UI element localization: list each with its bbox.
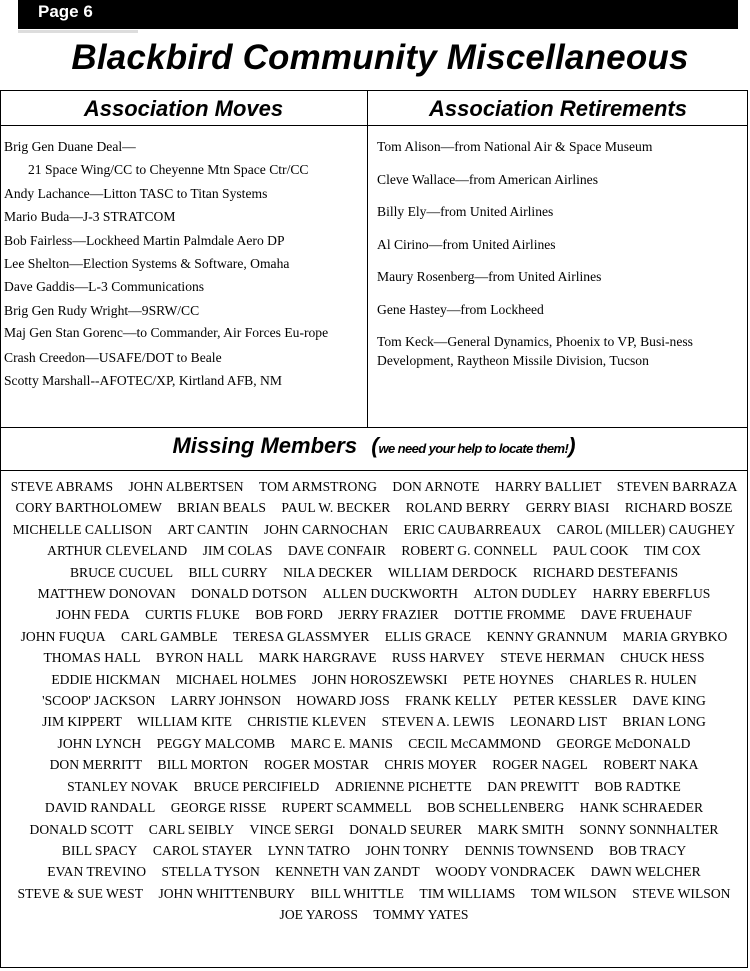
missing-member-name: JOE YAROSS xyxy=(279,907,358,923)
missing-member-name: JOHN ALBERTSEN xyxy=(128,479,244,494)
missing-member-name: CAROL STAYER xyxy=(152,842,253,858)
list-item: Cleve Wallace—from American Airlines xyxy=(377,171,598,187)
missing-member-name: BILL CURRY xyxy=(188,564,268,580)
missing-member-name: BOB TRACY xyxy=(609,842,687,858)
missing-member-name: BOB SCHELLENBERG xyxy=(427,800,565,816)
missing-member-name: MARK SMITH xyxy=(477,821,564,837)
page-header-bar xyxy=(18,0,738,29)
missing-member-name: TIM COX xyxy=(643,543,701,559)
list-item: Billy Ely—from United Airlines xyxy=(377,204,554,219)
missing-member-name: JIM KIPPERT xyxy=(42,714,122,730)
missing-members-list xyxy=(2,476,746,926)
missing-member-name: JOHN TONRY xyxy=(365,842,450,858)
missing-member-name: BILL MORTON xyxy=(157,757,249,773)
missing-member-name: DAWN WELCHER xyxy=(590,864,701,880)
missing-member-name: CARL SEIBLY xyxy=(148,821,235,837)
list-item: Maj Gen Stan Gorenc—to Commander, Air Forces Eu-rope xyxy=(4,325,329,341)
missing-member-name: TOM ARMSTRONG xyxy=(259,479,377,494)
heading-rule xyxy=(0,125,748,126)
list-item: Tom Keck—General Dynamics, Phoenix to VP, Busi-ness Development, Raytheon Missile Division, Tucson xyxy=(377,334,693,368)
missing-member-name: TOM WILSON xyxy=(530,885,617,901)
retirements-list xyxy=(377,137,717,384)
missing-heading-rule xyxy=(0,470,748,471)
header-underline xyxy=(18,30,138,33)
missing-member-name: EDDIE HICKMAN xyxy=(51,671,161,687)
missing-member-name: RICHARD DESTEFANIS xyxy=(532,564,679,580)
missing-member-name: BRIAN LONG xyxy=(622,714,706,730)
missing-member-name: PAUL COOK xyxy=(552,543,629,559)
missing-member-name: BILL SPACY xyxy=(61,842,138,858)
missing-member-name: DONALD SEURER xyxy=(349,821,463,837)
missing-member-name: JOHN FEDA xyxy=(56,607,130,623)
missing-member-name: CHUCK HESS xyxy=(620,650,705,666)
list-item: Gene Hastey—from Lockheed xyxy=(377,301,544,317)
missing-member-name: CHRISTIE KLEVEN xyxy=(247,714,367,730)
missing-member-name: ELLIS GRACE xyxy=(384,628,472,644)
list-item: Lee Shelton—Election Systems & Software, Omaha xyxy=(4,256,290,272)
missing-member-name: WILLIAM DERDOCK xyxy=(387,564,518,580)
missing-member-name: TIM WILLIAMS xyxy=(419,885,516,901)
missing-member-name: DAVE KING xyxy=(632,693,706,709)
page-number: Page 6 xyxy=(38,2,93,21)
missing-member-name: GEORGE RISSE xyxy=(170,800,267,816)
missing-member-name: MICHAEL HOLMES xyxy=(175,671,297,687)
list-item: Bob Fairless—Lockheed Martin Palmdale Aero DP xyxy=(4,232,285,248)
missing-member-name: JOHN CARNOCHAN xyxy=(263,521,389,537)
missing-member-name: STEVEN BARRAZA xyxy=(616,479,738,494)
missing-member-name: JOHN HOROSZEWSKI xyxy=(312,671,448,687)
missing-member-name: ERIC CAUBARREAUX xyxy=(403,521,542,537)
missing-member-name: BRUCE PERCIFIELD xyxy=(193,778,320,794)
missing-member-name: DONALD SCOTT xyxy=(29,821,134,837)
missing-member-name: DON MERRITT xyxy=(49,757,143,773)
missing-member-name: BOB RADTKE xyxy=(594,778,681,794)
missing-member-name: KENNETH VAN ZANDT xyxy=(275,864,420,880)
missing-member-name: LARRY JOHNSON xyxy=(170,693,282,709)
missing-member-name: HARRY BALLIET xyxy=(495,479,602,494)
missing-member-name: BRUCE CUCUEL xyxy=(69,564,174,580)
missing-member-name: DAVE FRUEHAUF xyxy=(580,607,692,623)
missing-member-name: PAUL W. BECKER xyxy=(281,500,391,516)
page-title: Blackbird Community Miscellaneous xyxy=(71,38,689,77)
missing-member-name: ALTON DUDLEY xyxy=(473,586,578,602)
missing-member-name: NILA DECKER xyxy=(283,564,373,580)
moves-heading: Association Moves xyxy=(83,96,284,121)
missing-member-name: SONNY SONNHALTER xyxy=(579,821,719,837)
section-rule xyxy=(0,427,748,428)
missing-member-name: JOHN FUQUA xyxy=(20,628,106,644)
missing-member-name: MICHELLE CALLISON xyxy=(12,521,153,537)
missing-member-name: GEORGE McDONALD xyxy=(556,735,691,751)
missing-member-name: ROBERT NAKA xyxy=(603,757,699,773)
missing-member-name: ART CANTIN xyxy=(167,521,249,537)
missing-member-name: STELLA TYSON xyxy=(161,864,260,880)
list-item: Brig Gen Rudy Wright—9SRW/CC xyxy=(4,302,200,318)
missing-member-name: PETER KESSLER xyxy=(513,693,618,709)
list-item: Maury Rosenberg—from United Airlines xyxy=(377,269,602,284)
missing-member-name: TOMMY YATES xyxy=(373,907,469,923)
missing-member-name: CURTIS FLUKE xyxy=(145,607,240,623)
missing-member-name: 'SCOOP' JACKSON xyxy=(42,693,156,709)
missing-member-name: BRIAN BEALS xyxy=(177,500,266,516)
list-item: Al Cirino—from United Airlines xyxy=(377,236,556,252)
missing-member-name: LYNN TATRO xyxy=(267,842,351,858)
missing-member-name: CHARLES R. HULEN xyxy=(569,671,697,687)
list-item: Brig Gen Duane Deal— xyxy=(4,139,136,154)
list-item: Andy Lachance—Litton TASC to Titan Systems xyxy=(4,185,268,201)
missing-member-name: DOTTIE FROMME xyxy=(453,607,566,623)
missing-member-name: ROGER MOSTAR xyxy=(263,757,369,773)
missing-member-name: MARIA GRYBKO xyxy=(622,628,728,644)
missing-member-name: HOWARD JOSS xyxy=(296,693,390,709)
missing-member-name: DAVID RANDALL xyxy=(44,800,156,816)
missing-member-name: EVAN TREVINO xyxy=(47,864,147,880)
missing-member-name: STEVE & SUE WEST xyxy=(17,885,144,901)
list-item: Dave Gaddis—L-3 Communications xyxy=(4,279,205,295)
column-divider xyxy=(367,90,368,427)
missing-member-name: BYRON HALL xyxy=(155,650,244,666)
missing-member-name: DAVE CONFAIR xyxy=(287,543,386,559)
missing-member-name: STEVE HERMAN xyxy=(500,650,605,666)
missing-member-name: BILL WHITTLE xyxy=(310,885,404,901)
missing-member-name: PETE HOYNES xyxy=(462,671,554,687)
missing-member-name: ARTHUR CLEVELAND xyxy=(47,543,188,559)
missing-member-name: CECIL McCAMMOND xyxy=(408,735,541,751)
missing-members-heading xyxy=(0,433,748,459)
moves-list xyxy=(4,135,364,393)
missing-member-name: ALLEN DUCKWORTH xyxy=(322,586,458,602)
missing-member-name: PEGGY MALCOMB xyxy=(156,735,276,751)
list-item: 21 Space Wing/CC to Cheyenne Mtn Space Ctr/CC xyxy=(28,162,309,178)
missing-member-name: DENNIS TOWNSEND xyxy=(464,842,594,858)
list-item: Mario Buda—J-3 STRATCOM xyxy=(4,209,176,225)
missing-members-title: Missing Members xyxy=(172,433,358,458)
missing-member-name: WOODY VONDRACEK xyxy=(435,864,576,880)
missing-member-name: STEVE WILSON xyxy=(632,885,731,901)
paren-close: ) xyxy=(568,433,576,458)
missing-member-name: DON ARNOTE xyxy=(392,479,480,494)
list-item: Scotty Marshall--AFOTEC/XP, Kirtland AFB, NM xyxy=(4,373,282,389)
missing-member-name: KENNY GRANNUM xyxy=(486,628,608,644)
missing-member-name: GERRY BIASI xyxy=(525,500,610,516)
missing-member-name: WILLIAM KITE xyxy=(137,714,232,730)
missing-member-name: MATTHEW DONOVAN xyxy=(37,586,176,602)
missing-member-name: ROBERT G. CONNELL xyxy=(401,543,538,559)
list-item: Tom Alison—from National Air & Space Museum xyxy=(377,139,653,154)
missing-member-name: RUPERT SCAMMELL xyxy=(281,800,412,816)
missing-member-name: STEVE ABRAMS xyxy=(10,479,114,494)
missing-member-name: JOHN WHITTENBURY xyxy=(158,885,296,901)
missing-members-subheading: we need your help to locate them! xyxy=(378,441,569,456)
missing-member-name: CHRIS MOYER xyxy=(384,757,477,773)
missing-member-name: JOHN LYNCH xyxy=(57,735,142,751)
missing-member-name: JERRY FRAZIER xyxy=(338,607,439,623)
missing-member-name: THOMAS HALL xyxy=(43,650,141,666)
missing-member-name: CORY BARTHOLOMEW xyxy=(15,500,162,516)
missing-member-name: MARK HARGRAVE xyxy=(258,650,377,666)
missing-member-name: RICHARD BOSZE xyxy=(624,500,733,516)
missing-member-name: DONALD DOTSON xyxy=(191,586,308,602)
missing-member-name: STEVEN A. LEWIS xyxy=(381,714,495,730)
missing-member-name: HANK SCHRAEDER xyxy=(579,800,704,816)
missing-member-name: MARC E. MANIS xyxy=(290,735,393,751)
missing-member-name: TERESA GLASSMYER xyxy=(232,628,370,644)
missing-member-name: HARRY EBERFLUS xyxy=(592,586,711,602)
missing-member-name: DAN PREWITT xyxy=(487,778,579,794)
missing-member-name: ROLAND BERRY xyxy=(405,500,511,516)
missing-member-name: ROGER NAGEL xyxy=(492,757,588,773)
missing-member-name: JIM COLAS xyxy=(202,543,273,559)
missing-member-name: ADRIENNE PICHETTE xyxy=(334,778,472,794)
missing-member-name: LEONARD LIST xyxy=(509,714,608,730)
missing-member-name: CAROL (MILLER) CAUGHEY xyxy=(556,521,736,537)
missing-member-name: STANLEY NOVAK xyxy=(67,778,179,794)
list-item: Crash Creedon—USAFE/DOT to Beale xyxy=(4,349,222,365)
missing-member-name: FRANK KELLY xyxy=(405,693,498,709)
retirements-heading: Association Retirements xyxy=(429,96,687,121)
missing-member-name: RUSS HARVEY xyxy=(391,650,485,666)
paren-open: ( xyxy=(371,433,379,458)
missing-member-name: VINCE SERGI xyxy=(249,821,334,837)
missing-member-name: BOB FORD xyxy=(255,607,323,623)
missing-member-name: CARL GAMBLE xyxy=(121,628,218,644)
